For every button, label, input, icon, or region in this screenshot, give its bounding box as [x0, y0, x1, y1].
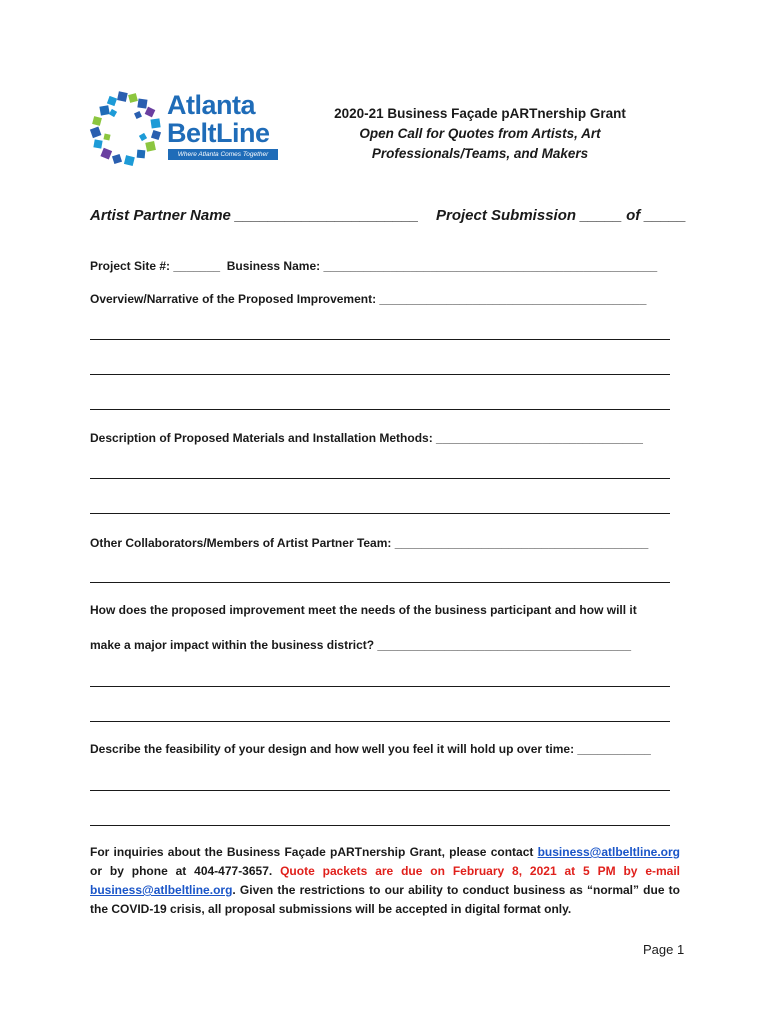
logo-word-atlanta: Atlanta [167, 90, 256, 120]
form-subtitle-line2: Professionals/Teams, and Makers [371, 146, 589, 161]
materials-methods-field[interactable]: Description of Proposed Materials and Installation Methods: _______________________________ [90, 431, 643, 445]
footer-text-2: or by phone at 404-477-3657. [90, 864, 281, 878]
project-site-business-name-field[interactable]: Project Site #: _______ Business Name: __________________________________________________ [90, 259, 658, 273]
deadline-notice: Quote packets are due on February 8, 2021 at 5 PM by e-mail [280, 864, 680, 878]
feasibility-blank-line-1[interactable] [90, 790, 670, 791]
materials-blank-line-2[interactable] [90, 513, 670, 514]
overview-blank-line-2[interactable] [90, 374, 670, 375]
email-link-2[interactable]: business@atlbeltline.org [90, 883, 233, 897]
overview-narrative-field[interactable]: Overview/Narrative of the Proposed Improvement: ________________________________________ [90, 292, 647, 306]
needs-blank-line-1[interactable] [90, 686, 670, 687]
logo-tagline: Where Atlanta Comes Together [168, 149, 278, 160]
form-subtitle-line1: Open Call for Quotes from Artists, Art [359, 126, 601, 141]
feasibility-blank-line-2[interactable] [90, 825, 670, 826]
materials-blank-line-1[interactable] [90, 478, 670, 479]
artist-partner-name-field[interactable]: Artist Partner Name ______________________ [90, 207, 419, 224]
form-title: 2020-21 Business Façade pARTnership Grant [334, 106, 626, 121]
overview-blank-line-3[interactable] [90, 409, 670, 410]
footer-text-4: . Given the restrictions to our ability to conduct business as “normal” due to the COVID-19 crisis, all proposal submissions will be accepted in digital format only. [90, 883, 680, 916]
needs-question-line1: How does the proposed improvement meet the needs of the business participant and how will it [90, 603, 637, 617]
needs-question-line2-field[interactable]: make a major impact within the business district? ______________________________________ [90, 638, 632, 652]
overview-blank-line-1[interactable] [90, 339, 670, 340]
form-title-block [310, 104, 650, 164]
logo-word-beltline: BeltLine [167, 118, 270, 148]
atlanta-beltline-logo [88, 88, 288, 168]
footer-text-1: For inquiries about the Business Façade pARTnership Grant, please contact [90, 845, 538, 859]
collaborators-blank-line-1[interactable] [90, 582, 670, 583]
feasibility-field[interactable]: Describe the feasibility of your design and how well you feel it will hold up over time: ___________ [90, 742, 651, 756]
page-number: Page 1 [643, 942, 685, 957]
project-submission-field[interactable]: Project Submission _____ of _____ [436, 207, 687, 224]
inquiries-paragraph [90, 843, 680, 919]
collaborators-field[interactable]: Other Collaborators/Members of Artist Partner Team: ______________________________________ [90, 536, 649, 550]
needs-blank-line-2[interactable] [90, 721, 670, 722]
beltline-mosaic-emblem-icon [88, 90, 164, 168]
email-link-1[interactable]: business@atlbeltline.org [537, 845, 680, 859]
